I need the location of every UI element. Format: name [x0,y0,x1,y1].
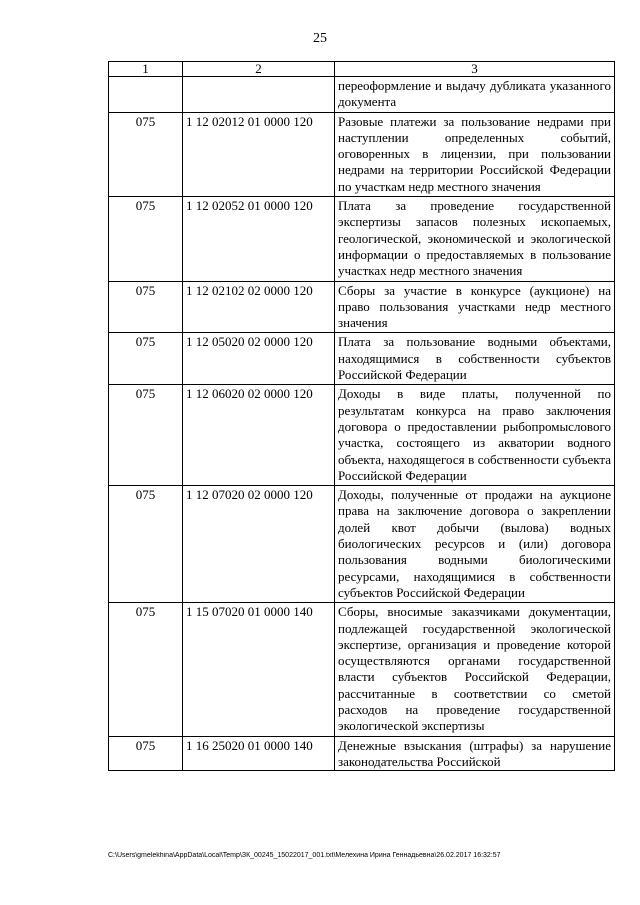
kbk-code-cell: 1 12 07020 02 0000 120 [183,486,335,603]
kbk-code-cell: 1 15 07020 01 0000 140 [183,603,335,736]
description-cell: Плата за проведение государственной экспертизы запасов полезных ископаемых, геологической, экономической и экологической информации о предоставляемых в пользование участках недр местного значения [335,197,615,281]
kbk-code-cell: 1 12 02052 01 0000 120 [183,197,335,281]
kbk-code-cell: 1 12 02102 02 0000 120 [183,281,335,333]
admin-code-cell: 075 [109,736,183,771]
column-header-description: 3 [335,62,615,77]
table-header-row [109,62,615,77]
admin-code-cell: 075 [109,385,183,486]
admin-code-cell: 075 [109,112,183,196]
admin-code-cell [109,77,183,113]
description-cell: Плата за пользование водными объектами, находящимися в собственности субъектов Российской Федерации [335,333,615,385]
table-row [109,281,615,333]
kbk-code-cell: 1 12 06020 02 0000 120 [183,385,335,486]
description-cell: переоформление и выдачу дубликата указанного документа [335,77,615,113]
table-row [109,603,615,736]
admin-code-cell: 075 [109,486,183,603]
kbk-code-cell [183,77,335,113]
table-row [109,333,615,385]
column-header-kbk: 2 [183,62,335,77]
admin-code-cell: 075 [109,333,183,385]
kbk-code-cell: 1 12 05020 02 0000 120 [183,333,335,385]
table-row [109,112,615,196]
admin-code-cell: 075 [109,197,183,281]
revenue-codes-table [108,61,615,771]
page-number: 25 [313,31,327,46]
column-header-admin: 1 [109,62,183,77]
description-cell: Сборы за участие в конкурсе (аукционе) на право пользования участками недр местного значения [335,281,615,333]
file-path-footer: C:\Users\gmelekhina\AppData\Local\Temp\ЗК_00245_15022017_001.txt\Мелехина Ирина Геннадьевна\26.02.2017 16:32:57 [108,852,501,859]
kbk-code-cell: 1 12 02012 01 0000 120 [183,112,335,196]
admin-code-cell: 075 [109,281,183,333]
description-cell: Разовые платежи за пользование недрами при наступлении определенных событий, оговоренных в лицензии, при пользовании недрами на территории Российской Федерации по участкам недр местного значения [335,112,615,196]
table-row [109,197,615,281]
description-cell: Доходы в виде платы, полученной по результатам конкурса на право заключения договора о предоставлении рыбопромыслового участка, состоящего из акватории водного объекта, находящегося в собственности субъекта Российской Федерации [335,385,615,486]
table-row [109,385,615,486]
description-cell: Денежные взыскания (штрафы) за нарушение законодательства Российской [335,736,615,771]
admin-code-cell: 075 [109,603,183,736]
table-row [109,486,615,603]
table-row [109,736,615,771]
kbk-code-cell: 1 16 25020 01 0000 140 [183,736,335,771]
table-row [109,77,615,113]
description-cell: Сборы, вносимые заказчиками документации, подлежащей государственной экологической экспертизе, организация и проведение которой осуществляются органами государственной власти субъектов Российской Федерации, рассчитанные в соответствии со сметой расходов на проведение государственной экологической экспертизы [335,603,615,736]
description-cell: Доходы, полученные от продажи на аукционе права на заключение договора о закреплении долей квот добычи (вылова) водных биологических ресурсов и (или) договора пользования водными биологическими ресурсами, находящимися в собственности субъектов Российской Федерации [335,486,615,603]
